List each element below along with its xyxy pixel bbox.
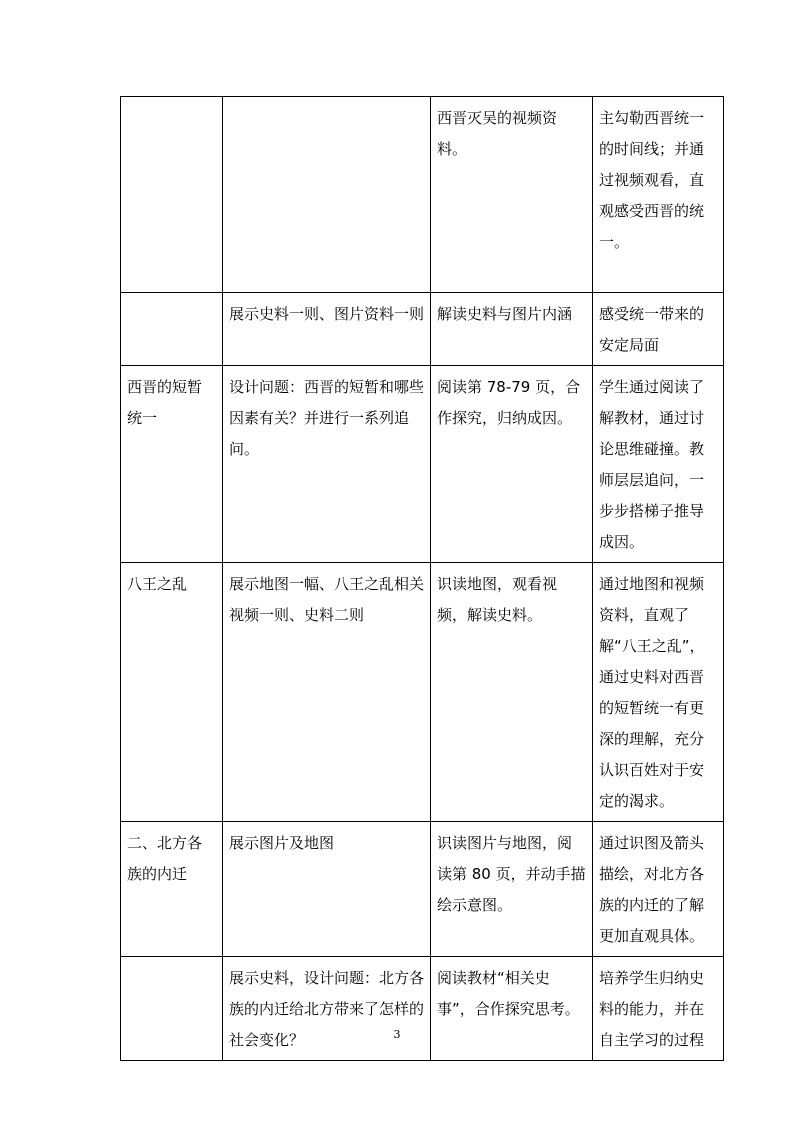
- section-cell: 二、北方各族的内迁: [121, 822, 223, 957]
- page-number: 3: [393, 1028, 401, 1041]
- design-intent-cell: 培养学生归纳史料的能力，并在自主学习的过程: [593, 957, 724, 1061]
- section-cell: 八王之乱: [121, 563, 223, 822]
- section-cell: [121, 957, 223, 1061]
- design-intent-cell: 通过地图和视频资料，直观了解“八王之乱”，通过史料对西晋的短暂统一有更深的理解，充分认识百姓对于安定的渴求。: [593, 563, 724, 822]
- teacher-activity-cell: 设计问题：西晋的短暂和哪些因素有关？并进行一系列追问。: [223, 366, 431, 563]
- table-row: [121, 957, 724, 1061]
- section-cell: 西晋的短暂统一: [121, 366, 223, 563]
- teacher-activity-cell: 展示地图一幅、八王之乱相关视频一则、史料二则: [223, 563, 431, 822]
- design-intent-cell: 通过识图及箭头描绘，对北方各族的内迁的了解更加直观具体。: [593, 822, 724, 957]
- teacher-activity-cell: 展示史料一则、图片资料一则: [223, 293, 431, 366]
- student-activity-cell: 西晋灭吴的视频资料。: [431, 97, 593, 293]
- student-activity-cell: 阅读第 78-79 页，合作探究，归纳成因。: [431, 366, 593, 563]
- design-intent-cell: 学生通过阅读了解教材，通过讨论思维碰撞。教师层层追问，一步步搭梯子推导成因。: [593, 366, 724, 563]
- teacher-activity-cell: 展示史料，设计问题：北方各族的内迁给北方带来了怎样的社会变化？: [223, 957, 431, 1061]
- student-activity-cell: 解读史料与图片内涵: [431, 293, 593, 366]
- table-row: [121, 822, 724, 957]
- table-row: [121, 366, 724, 563]
- section-cell: [121, 97, 223, 293]
- teacher-activity-cell: [223, 97, 431, 293]
- student-activity-cell: 阅读教材“相关史事”，合作探究思考。: [431, 957, 593, 1061]
- lesson-plan-table: [120, 96, 724, 1061]
- table-row: [121, 97, 724, 293]
- table-row: [121, 293, 724, 366]
- table-row: [121, 563, 724, 822]
- teacher-activity-cell: 展示图片及地图: [223, 822, 431, 957]
- student-activity-cell: 识读图片与地图，阅读第 80 页，并动手描绘示意图。: [431, 822, 593, 957]
- design-intent-cell: 主勾勒西晋统一的时间线；并通过视频观看，直观感受西晋的统一。: [593, 97, 724, 293]
- design-intent-cell: 感受统一带来的安定局面: [593, 293, 724, 366]
- section-cell: [121, 293, 223, 366]
- student-activity-cell: 识读地图，观看视频，解读史料。: [431, 563, 593, 822]
